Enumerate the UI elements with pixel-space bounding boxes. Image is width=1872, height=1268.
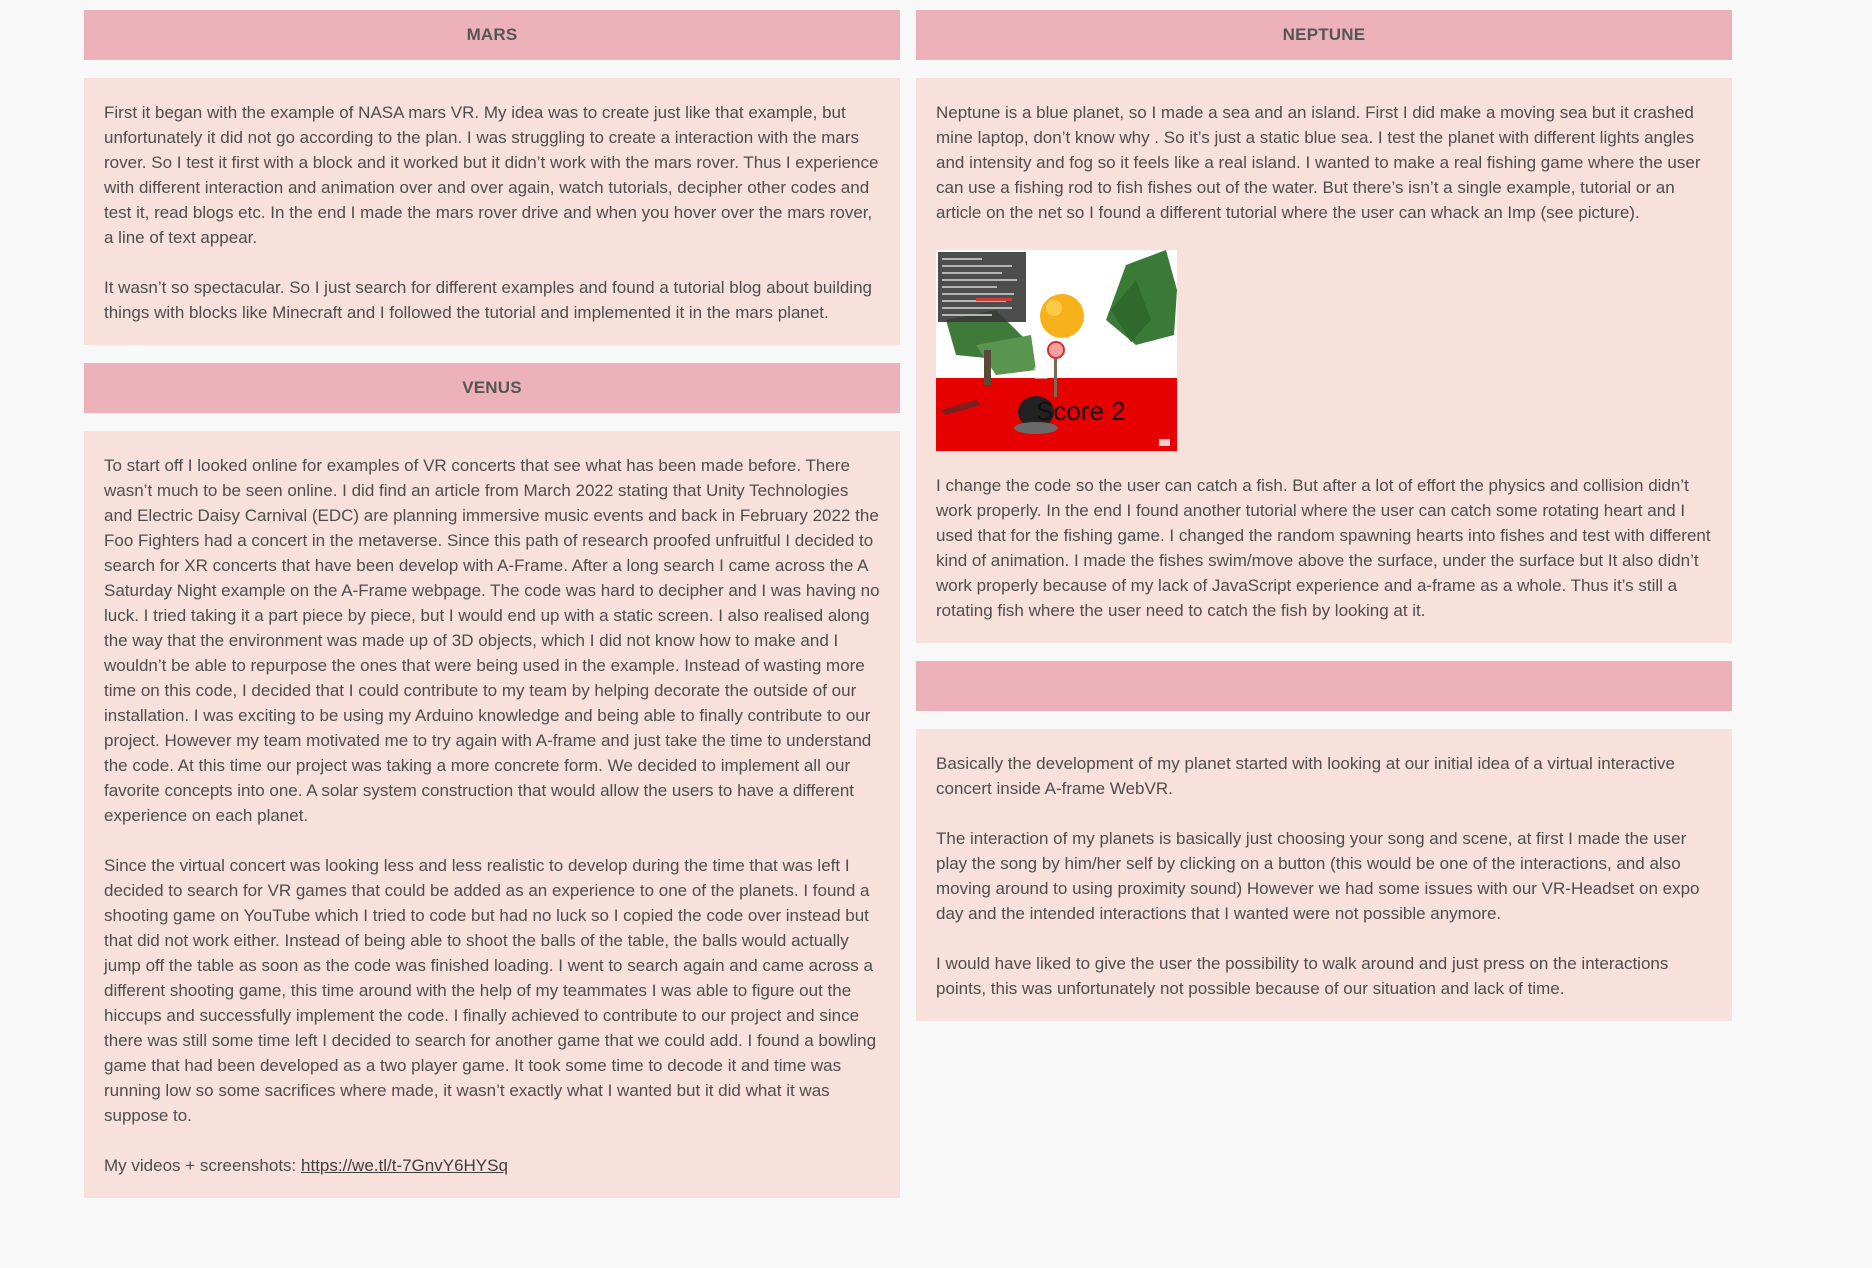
neptune-paragraph-2: I change the code so the user can catch a fish. But after a lot of effort the physics and collision didn’t work properly. In the end I found another tutorial where the user can catch some rotating heart and I used that for the fishing game. I changed the random spawning hearts into fishes and test with different kind of animation. I made the fishes swim/move above the surface, under the surface but It also didn’t work properly because of my lack of JavaScript experience and a-frame as a whole. Thus it’s still a rotating fish where the user need to catch the fish by looking at it.: [936, 476, 1711, 620]
whack-imp-game-screenshot: [936, 250, 1177, 451]
venus-videos-line: [104, 1153, 880, 1178]
venus-panel: [84, 431, 900, 1198]
videos-link[interactable]: https://we.tl/t-7GnvY6HYSq: [301, 1156, 508, 1175]
game-scene-image: [936, 250, 1177, 451]
videos-label: My videos + screenshots:: [104, 1156, 302, 1175]
right-column: [916, 10, 1732, 1021]
venus-header: [84, 363, 900, 413]
fourth-header: [916, 661, 1732, 711]
fourth-panel: [916, 729, 1732, 1021]
mars-panel: [84, 78, 900, 345]
neptune-paragraph-1: Neptune is a blue planet, so I made a sea and an island. First I did make a moving sea but it crashed mine laptop, don’t know why . So it’s just a static blue sea. I test the planet with different lights angles and intensity and fog so it feels like a real island. I wanted to make a real fishing game where the user can use a fishing rod to fish fishes out of the water. But there’s isn’t a single example, tutorial or an article on the net so I found a different tutorial where the user can whack an Imp (see picture).: [936, 103, 1701, 222]
fourth-paragraph-1: Basically the development of my planet started with looking at our initial idea of a virtual interactive concert inside A-frame WebVR.: [936, 754, 1675, 798]
fourth-paragraph-2: The interaction of my planets is basically just choosing your song and scene, at first I made the user play the song by him/her self by clicking on a button (this would be one of the interactions, and also moving around to using proximity sound) However we had some issues with our VR-Headset on expo day and the intended interactions that I wanted were not possible anymore.: [936, 829, 1700, 923]
fourth-paragraph-3: I would have liked to give the user the possibility to walk around and just press on the interactions points, this was unfortunately not possible because of our situation and lack of time.: [936, 954, 1669, 998]
mars-paragraph-2: It wasn’t so spectacular. So I just search for different examples and found a tutorial blog about building things with blocks like Minecraft and I followed the tutorial and implemented it in the mars planet.: [104, 278, 872, 322]
venus-title: VENUS: [462, 378, 522, 397]
mars-title: MARS: [466, 25, 518, 44]
neptune-panel: [916, 78, 1732, 643]
game-score-text: Score 2: [1036, 396, 1126, 426]
left-column: [84, 10, 900, 1198]
venus-paragraph-2: Since the virtual concert was looking less and less realistic to develop during the time that was left I decided to search for VR games that could be added as an experience to one of the planets. I found a shooting game on YouTube which I tried to code but had no luck so I copied the code over instead but that did not work either. Instead of being able to shoot the balls of the table, the balls would actually jump off the table as soon as the code was finished loading. I went to search again and came across a different shooting game, this time around with the help of my teammates I was able to figure out the hiccups and successfully implement the code. I finally achieved to contribute to our project and since there was still some time left I decided to search for another game that we could add. I found a bowling game that had been developed as a two player game. It took some time to decode it and time was running low so some sacrifices where made, it wasn’t exactly what I wanted but it did what it was suppose to.: [104, 856, 877, 1125]
mars-header: [84, 10, 900, 60]
neptune-title: NEPTUNE: [1282, 25, 1366, 44]
mars-paragraph-1: First it began with the example of NASA mars VR. My idea was to create just like that example, but unfortunately it did not go according to the plan. I was struggling to create a interaction with the mars rover. So I test it first with a block and it worked but it didn’t work with the mars rover. Thus I experience with different interaction and animation over and over again, watch tutorials, decipher other codes and test it, read blogs etc. In the end I made the mars rover drive and when you hover over the mars rover, a line of text appear.: [104, 103, 879, 247]
neptune-header: [916, 10, 1732, 60]
venus-paragraph-1: To start off I looked online for examples of VR concerts that see what has been made before. There wasn’t much to be seen online. I did find an article from March 2022 stating that Unity Technologies and Electric Daisy Carnival (EDC) are planning immersive music events and back in February 2022 the Foo Fighters had a concert in the metaverse. Since this path of research proofed unfruitful I decided to search for XR concerts that have been develop with A-Frame. After a long search I came across the A Saturday Night example on the A-Frame webpage. The code was hard to decipher and I was having no luck. I tried taking it a part piece by piece, but I would end up with a static screen. I also realised along the way that the environment was made up of 3D objects, which I did not know how to make and I wouldn’t be able to repurpose the ones that were being used in the example. Instead of wasting more time on this code, I decided that I could contribute to my team by helping decorate the outside of our installation. I was exciting to be using my Arduino knowledge and being able to finally contribute to our project. However my team motivated me to try again with A-frame and just take the time to understand the code. At this time our project was taking a more concrete form. We decided to implement all our favorite concepts into one. A solar system construction that would allow the users to have a different experience on each planet.: [104, 456, 880, 825]
